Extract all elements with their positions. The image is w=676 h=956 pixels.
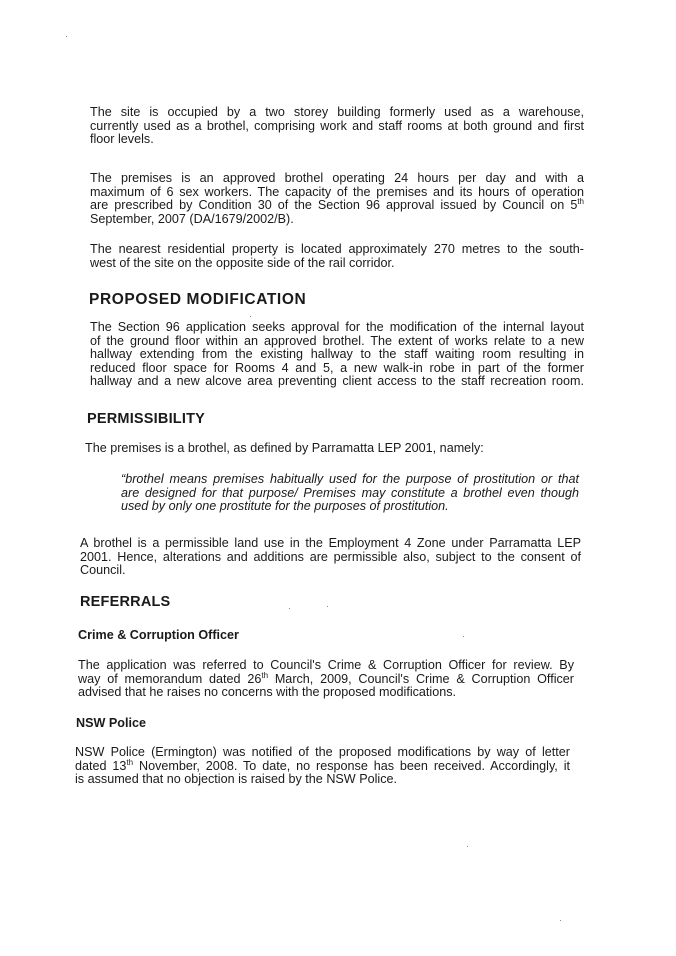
- text-line: hallway extending from the existing hallway to the staff waiting room resulting in: [90, 347, 584, 362]
- text-line: Council.: [80, 563, 126, 578]
- text-line: “brothel means premises habitually used for the purpose of prostitution or that: [121, 472, 579, 486]
- text-line: The site is occupied by a two storey building formerly used as a warehouse,: [90, 105, 584, 119]
- paragraph-proposed-modification: [90, 321, 584, 389]
- paragraph-nearest-residential: [90, 243, 584, 270]
- text-line: [90, 199, 584, 213]
- scan-speck: [66, 36, 67, 37]
- scan-speck: [289, 608, 290, 609]
- paragraph-police-referral: [75, 746, 570, 787]
- text-line: The application was referred to Council's Crime & Corruption Officer for review. By: [78, 658, 574, 672]
- text-line: [78, 670, 574, 687]
- scan-speck: [463, 636, 464, 637]
- paragraph-permissibility-intro: [85, 442, 579, 456]
- paragraph-site-occupied: [90, 106, 584, 147]
- text-line: maximum of 6 sex workers. The capacity of the premises and its hours of operation: [90, 184, 584, 199]
- superscript: th: [261, 670, 269, 680]
- heading-referrals: REFERRALS: [80, 594, 171, 610]
- heading-proposed-modification: PROPOSED MODIFICATION: [89, 291, 307, 308]
- text-line: The Section 96 application seeks approval for the modification of the internal layout: [90, 320, 584, 334]
- text-segment: March, 2009, Council's Crime & Corruption Officer: [268, 671, 574, 686]
- text-line: NSW Police (Ermington) was notified of the proposed modifications by way of letter: [75, 745, 570, 759]
- text-segment: way of memorandum dated 26: [78, 671, 262, 686]
- text-line: is assumed that no objection is raised by the NSW Police.: [75, 772, 397, 787]
- text-segment: are prescribed by Condition 30 of the Section 96 approval issued by Council on 5: [90, 198, 578, 213]
- text-line: The premises is a brothel, as defined by Parramatta LEP 2001, namely:: [85, 441, 484, 455]
- superscript: th: [577, 197, 584, 206]
- subheading-nsw-police: NSW Police: [76, 716, 146, 730]
- subheading-crime-officer: Crime & Corruption Officer: [78, 628, 239, 642]
- text-line: September, 2007 (DA/1679/2002/B).: [90, 211, 294, 226]
- definition-quote: [121, 473, 579, 514]
- text-line: The premises is an approved brothel operating 24 hours per day and with a: [90, 171, 584, 185]
- text-line: [75, 757, 571, 774]
- text-line: west of the site on the opposite side of the rail corridor.: [90, 255, 395, 270]
- heading-permissibility: PERMISSIBILITY: [87, 411, 206, 427]
- text-line: The nearest residential property is located approximately 270 metres to the south-: [90, 242, 584, 256]
- scan-speck: [560, 920, 561, 921]
- scan-speck: [327, 606, 328, 607]
- scan-speck: [250, 316, 251, 317]
- paragraph-permissible-use: [80, 537, 581, 578]
- text-line: floor levels.: [90, 132, 154, 147]
- paragraph-approved-brothel: [90, 172, 584, 226]
- text-segment: dated 13: [75, 758, 127, 773]
- text-line: used by only one prostitute for the purposes of prostitution.: [121, 499, 449, 514]
- text-line: reduced floor space for Rooms 4 and 5, a new walk-in robe in part of the former: [90, 360, 584, 375]
- text-line: hallway and a new alcove area preventing client access to the staff recreation room.: [90, 374, 584, 389]
- paragraph-crime-referral: [78, 659, 574, 700]
- scan-speck: [467, 846, 468, 847]
- text-segment: November, 2008. To date, no response has been received. Accordingly, it: [133, 758, 571, 773]
- text-line: of the ground floor within an approved brothel. The extent of works relate to a new: [90, 333, 584, 348]
- superscript: th: [126, 757, 134, 767]
- text-line: 2001. Hence, alterations and additions are permissible also, subject to the consent of: [80, 549, 581, 564]
- text-line: advised that he raises no concerns with the proposed modifications.: [78, 685, 457, 700]
- text-line: currently used as a brothel, comprising work and staff rooms at both ground and first: [90, 118, 584, 133]
- text-line: A brothel is a permissible land use in the Employment 4 Zone under Parramatta LEP: [80, 536, 581, 550]
- text-line: are designed for that purpose/ Premises may constitute a brothel even though: [121, 485, 579, 500]
